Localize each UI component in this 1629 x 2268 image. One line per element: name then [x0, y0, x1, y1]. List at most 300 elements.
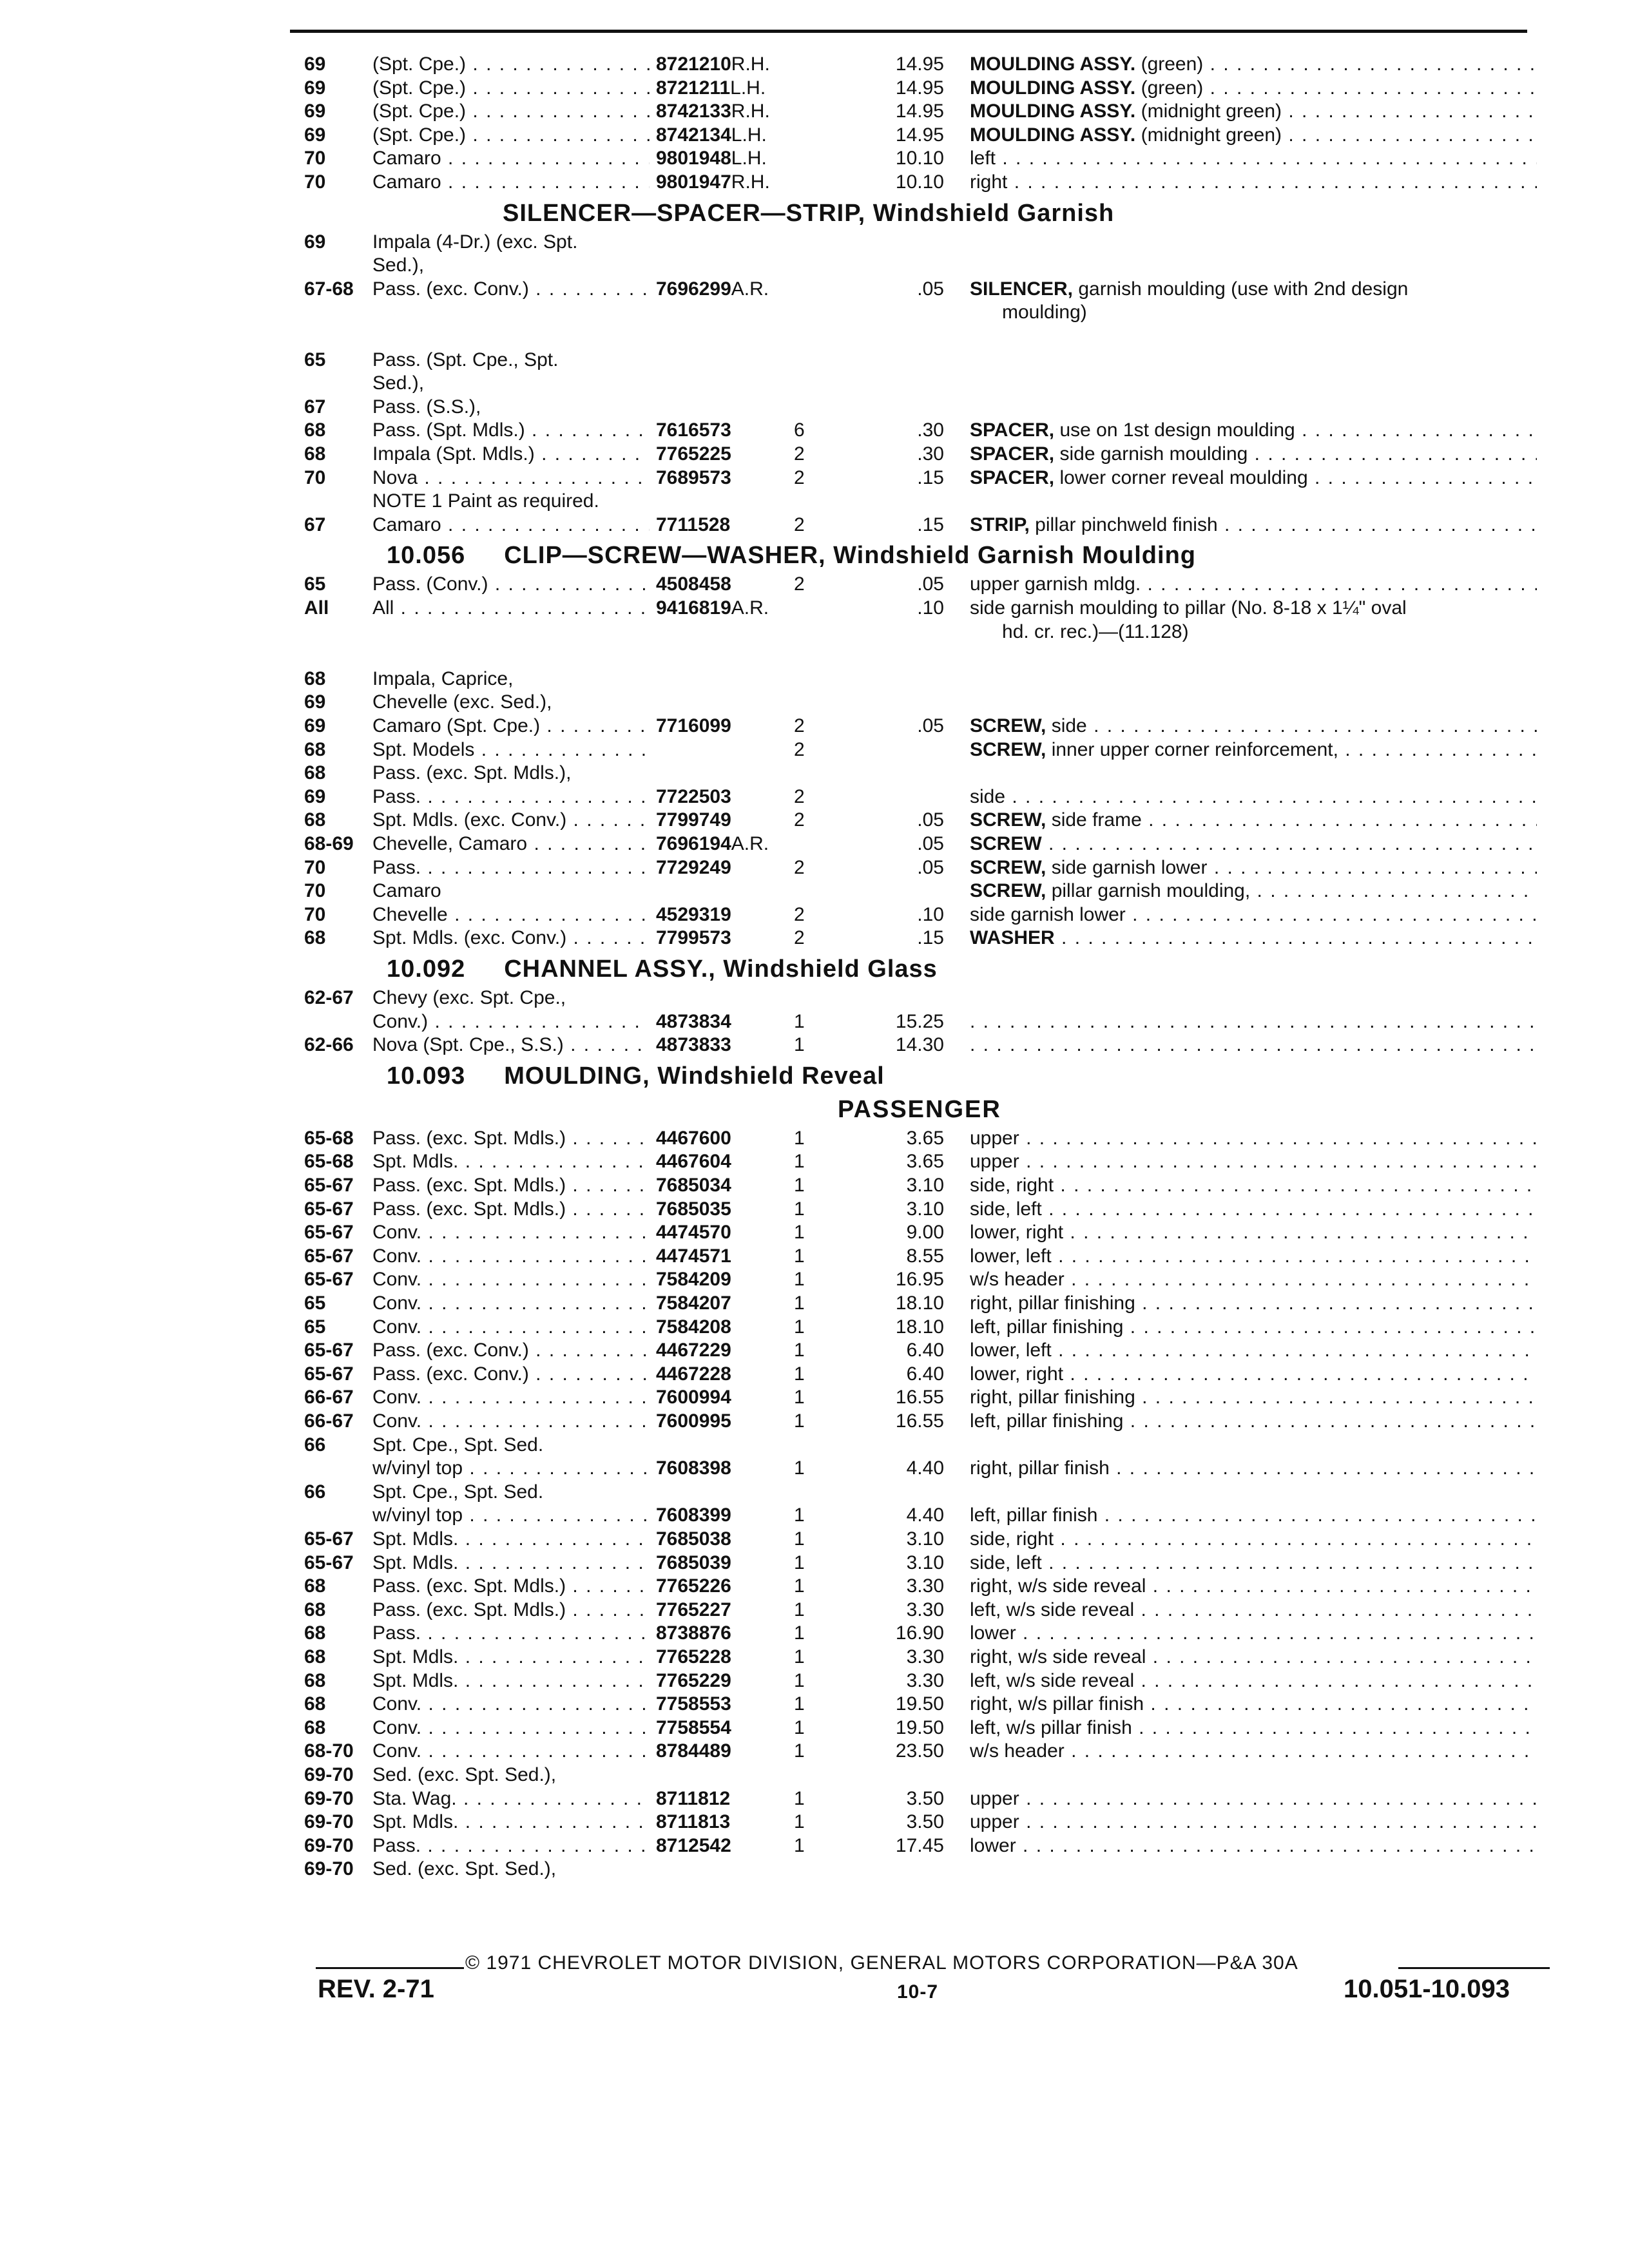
row-year: 65 [304, 1293, 326, 1314]
description-text: right [970, 171, 1008, 193]
row-application: Conv. . . . [372, 1292, 650, 1315]
table-row [0, 1504, 1629, 1527]
description-keyword: MOULDING ASSY. [970, 101, 1136, 122]
table-row [0, 1010, 1629, 1033]
row-description [970, 1221, 1537, 1244]
row-year: 68 [304, 1599, 326, 1620]
row-price: 14.95 [895, 77, 944, 99]
part-number: 7758554 [656, 1716, 731, 1738]
part-number: 7716099 [656, 715, 731, 736]
description-text: right, pillar finish [970, 1457, 1110, 1479]
row-quantity: 1 [794, 1293, 805, 1314]
row-part-number [656, 809, 731, 832]
description-text: lower [970, 1834, 1016, 1856]
part-number: 9801947 [656, 171, 731, 193]
description-keyword: MOULDING ASSY. [970, 124, 1136, 146]
description-text: w/s header [970, 1269, 1065, 1291]
table-row [0, 1858, 1629, 1881]
row-description [970, 1339, 1537, 1362]
table-row [0, 1693, 1629, 1716]
table-row [0, 573, 1629, 596]
row-part-number [656, 419, 731, 442]
part-number: 7729249 [656, 856, 731, 878]
table-row [0, 1834, 1629, 1858]
table-row [0, 1221, 1629, 1244]
row-part-number [656, 124, 767, 147]
row-quantity: 1 [794, 1834, 805, 1856]
description-text: upper [970, 1127, 1019, 1149]
row-year: 68 [304, 738, 326, 760]
row-quantity: 2 [794, 927, 805, 949]
table-row [0, 856, 1629, 879]
row-price: .15 [917, 927, 944, 949]
row-application: Pass. (exc. Spt. Mdls.) . . . [372, 1599, 650, 1622]
description-keyword: SCREW, [970, 715, 1046, 736]
row-description [970, 927, 1537, 950]
description-text: left, pillar finishing [970, 1316, 1124, 1338]
row-description [970, 1292, 1537, 1315]
table-row [0, 1528, 1629, 1551]
row-year: 65-67 [304, 1198, 354, 1220]
row-part-number [656, 1339, 731, 1362]
part-number: 7584209 [656, 1269, 731, 1291]
row-year: 68 [304, 443, 326, 465]
row-price: .05 [917, 833, 944, 854]
row-part-number [656, 1693, 731, 1716]
description-text: lower corner reveal moulding [1054, 466, 1308, 488]
row-description [970, 278, 1537, 301]
row-part-number [656, 1811, 730, 1834]
row-application: Spt. Mdls. . . . [372, 1669, 650, 1693]
description-text: hd. cr. rec.)—(11.128) [970, 620, 1189, 642]
table-row [0, 254, 1629, 277]
row-description [970, 738, 1537, 762]
row-year: 69 [304, 691, 326, 713]
part-number: 7722503 [656, 785, 731, 807]
section-subheading: PASSENGER [838, 1095, 1001, 1123]
table-row [0, 466, 1629, 490]
section-title: CLIP—SCREW—WASHER, Windshield Garnish Moulding [504, 542, 1196, 570]
row-part-number [656, 1010, 731, 1033]
row-year: 65-67 [304, 1245, 354, 1267]
description-text: use on 1st design moulding [1054, 419, 1295, 441]
table-row [0, 1740, 1629, 1763]
part-number: 7600995 [656, 1410, 731, 1432]
row-price: 3.30 [906, 1646, 944, 1667]
row-part-number [656, 147, 767, 170]
row-year: 62-67 [304, 987, 354, 1008]
row-price: 4.40 [906, 1457, 944, 1479]
footer-page-number: 10-7 [897, 1981, 939, 2003]
row-application: Pass. (Spt. Cpe., Spt. [372, 349, 559, 370]
row-year: 65-68 [304, 1127, 354, 1149]
row-price: 14.30 [895, 1034, 944, 1056]
table-row [0, 1339, 1629, 1362]
row-description [970, 1787, 1537, 1811]
description-keyword: MOULDING ASSY. [970, 53, 1136, 75]
row-description [970, 1363, 1537, 1386]
row-quantity: 1 [794, 1151, 805, 1173]
row-year: 65 [304, 573, 326, 595]
row-part-number [656, 1150, 731, 1173]
row-part-number [656, 832, 769, 856]
row-part-number [656, 278, 769, 301]
row-application: Sed.), [372, 255, 425, 276]
row-part-number [656, 927, 731, 950]
row-application: Conv. . . . [372, 1386, 650, 1409]
table-row [0, 785, 1629, 809]
row-price: 3.30 [906, 1575, 944, 1597]
row-application: Chevelle, Camaro . . . [372, 832, 650, 856]
table-row [0, 171, 1629, 194]
row-part-number [656, 466, 731, 490]
row-description [970, 301, 1537, 324]
row-quantity: 1 [794, 1552, 805, 1573]
table-row [0, 668, 1629, 691]
row-description [970, 1622, 1537, 1645]
row-application: NOTE 1 Paint as required. [372, 490, 599, 512]
row-year: 70 [304, 856, 326, 878]
row-application: Camaro . . . [372, 514, 650, 537]
row-application: Spt. Cpe., Spt. Sed. [372, 1481, 544, 1503]
row-quantity: 1 [794, 1034, 805, 1056]
description-text: moulding) [970, 302, 1087, 323]
description-keyword: SILENCER, [970, 278, 1074, 300]
section-heading [387, 1062, 885, 1090]
part-number: 7711528 [656, 514, 731, 535]
row-application: Conv. . . . [372, 1316, 650, 1339]
row-price: 18.10 [895, 1293, 944, 1314]
table-row [0, 1292, 1629, 1315]
table-row [0, 1127, 1629, 1150]
part-number: 7584208 [656, 1316, 731, 1338]
part-number: 7799749 [656, 809, 731, 831]
row-year: 66-67 [304, 1387, 354, 1408]
row-application: Pass. . . . [372, 1834, 650, 1858]
description-keyword: SPACER, [970, 443, 1055, 465]
table-row [0, 738, 1629, 762]
part-number: 4529319 [656, 903, 731, 925]
description-text: right, pillar finishing [970, 1387, 1135, 1408]
description-text: upper [970, 1151, 1019, 1173]
row-quantity: 2 [794, 809, 805, 831]
table-row [0, 715, 1629, 738]
table-row [0, 597, 1629, 620]
part-number: 8721210 [656, 53, 731, 75]
row-description [970, 419, 1537, 442]
row-application: Pass. (Conv.) . . . [372, 573, 650, 596]
row-part-number [656, 1386, 731, 1409]
row-year: 69-70 [304, 1787, 354, 1809]
row-description [970, 1716, 1537, 1740]
section-heading [387, 956, 938, 983]
table-row [0, 762, 1629, 785]
row-application: Spt. Mdls. . . . [372, 1552, 650, 1575]
part-number: 8742134 [656, 124, 731, 146]
row-quantity: 1 [794, 1222, 805, 1244]
row-year: 62-66 [304, 1034, 354, 1056]
row-application: Pass. (exc. Spt. Mdls.) . . . [372, 1575, 650, 1598]
row-application: Camaro (Spt. Cpe.) . . . [372, 715, 650, 738]
table-row [0, 1410, 1629, 1433]
table-row [0, 1787, 1629, 1811]
row-application: Impala (Spt. Mdls.) . . . [372, 443, 650, 466]
description-keyword: SCREW, [970, 738, 1046, 760]
row-part-number [656, 1552, 731, 1575]
part-suffix: A.R. [731, 278, 769, 300]
part-suffix: L.H. [731, 124, 767, 146]
row-price: 8.55 [906, 1245, 944, 1267]
row-price: .30 [917, 443, 944, 465]
description-text: left, pillar finishing [970, 1410, 1124, 1432]
row-year: 68 [304, 762, 326, 784]
row-application: Camaro . . . [372, 147, 650, 170]
description-text: right, pillar finishing [970, 1293, 1135, 1314]
row-quantity: 2 [794, 856, 805, 878]
part-number: 7608399 [656, 1504, 731, 1526]
part-number: 8712542 [656, 1834, 731, 1856]
row-part-number [656, 1740, 731, 1763]
part-number: 8738876 [656, 1622, 731, 1644]
row-quantity: 1 [794, 1693, 805, 1715]
table-row [0, 147, 1629, 170]
row-year: 65-68 [304, 1151, 354, 1173]
section-title: CHANNEL ASSY., Windshield Glass [504, 956, 938, 983]
table-row [0, 124, 1629, 147]
description-text: upper garnish mldg. [970, 573, 1141, 595]
part-number: 7765228 [656, 1646, 731, 1667]
description-text: side [970, 785, 1006, 807]
row-price: .05 [917, 856, 944, 878]
description-text: side [1046, 715, 1087, 736]
row-year: 68 [304, 419, 326, 441]
row-quantity: 1 [794, 1716, 805, 1738]
table-row [0, 325, 1629, 348]
row-application: Pass. (exc. Spt. Mdls.) . . . [372, 1174, 650, 1197]
row-quantity: 1 [794, 1127, 805, 1149]
description-text: lower, left [970, 1340, 1052, 1361]
row-part-number [656, 171, 770, 194]
part-number: 4508458 [656, 573, 731, 595]
row-price: .05 [917, 278, 944, 300]
row-year: 65-67 [304, 1528, 354, 1550]
table-row [0, 903, 1629, 927]
table-row [0, 927, 1629, 950]
row-year: 68 [304, 1669, 326, 1691]
row-application: Pass. . . . [372, 785, 650, 809]
part-number: 4467600 [656, 1127, 731, 1149]
row-quantity: 1 [794, 1599, 805, 1620]
table-row [0, 1575, 1629, 1598]
row-year: 67 [304, 514, 326, 535]
row-year: 65 [304, 349, 326, 370]
row-quantity: 1 [794, 1010, 805, 1032]
row-price: 16.90 [895, 1622, 944, 1644]
row-part-number [656, 1599, 731, 1622]
row-application: Impala, Caprice, [372, 668, 514, 689]
row-price: .10 [917, 597, 944, 619]
row-application: (Spt. Cpe.) . . . [372, 124, 650, 147]
row-description [970, 1811, 1537, 1834]
table-row [0, 1033, 1629, 1057]
row-price: 17.45 [895, 1834, 944, 1856]
row-application: Pass. (exc. Conv.) . . . [372, 1339, 650, 1362]
row-description [970, 53, 1537, 76]
part-number: 7765229 [656, 1669, 731, 1691]
table-row [0, 1198, 1629, 1221]
row-year: 66-67 [304, 1410, 354, 1432]
row-quantity: 1 [794, 1198, 805, 1220]
row-quantity: 1 [794, 1528, 805, 1550]
row-application: Sed.), [372, 372, 425, 394]
row-quantity: 1 [794, 1387, 805, 1408]
part-number: 7685034 [656, 1175, 731, 1196]
description-keyword: SPACER, [970, 419, 1055, 441]
row-year: 68-70 [304, 1740, 354, 1762]
row-application: Pass. (exc. Spt. Mdls.) . . . [372, 1198, 650, 1221]
table-row [0, 77, 1629, 100]
table-row [0, 1245, 1629, 1268]
row-year: 69-70 [304, 1811, 354, 1833]
row-year: 70 [304, 903, 326, 925]
row-price: 16.95 [895, 1269, 944, 1291]
row-price: .10 [917, 903, 944, 925]
row-description [970, 1693, 1537, 1716]
row-application: Conv. . . . [372, 1740, 650, 1763]
row-application: Spt. Cpe., Spt. Sed. [372, 1434, 544, 1456]
section-heading [503, 200, 1114, 227]
part-number: 9416819 [656, 597, 731, 619]
table-row [0, 1457, 1629, 1480]
row-price: .05 [917, 573, 944, 595]
description-text: left, w/s side reveal [970, 1669, 1135, 1691]
description-text: right, w/s side reveal [970, 1646, 1146, 1667]
row-description [970, 147, 1537, 170]
description-keyword: SCREW, [970, 880, 1046, 902]
part-suffix: L.H. [730, 77, 766, 99]
row-application: (Spt. Cpe.) . . . [372, 77, 650, 100]
description-text: right, w/s side reveal [970, 1575, 1146, 1597]
section-title: MOULDING, Windshield Reveal [504, 1062, 885, 1090]
row-description [970, 1127, 1537, 1150]
row-year: 69 [304, 124, 326, 146]
row-description [970, 809, 1537, 832]
row-price: 9.00 [906, 1222, 944, 1244]
row-application: Spt. Mdls. . . . [372, 1811, 650, 1834]
row-description [970, 171, 1537, 194]
row-price: 10.10 [895, 148, 944, 169]
footer-rule-left [316, 1967, 464, 1969]
description-text: left, w/s pillar finish [970, 1716, 1132, 1738]
row-year: 65-67 [304, 1175, 354, 1196]
table-row [0, 1622, 1629, 1645]
row-description [970, 1740, 1537, 1763]
row-year: 69-70 [304, 1858, 354, 1880]
row-price: .05 [917, 809, 944, 831]
description-text: pillar pinchweld finish [1029, 514, 1218, 535]
row-part-number [656, 100, 770, 123]
row-price: 19.50 [895, 1716, 944, 1738]
part-number: 7600994 [656, 1387, 731, 1408]
row-part-number [656, 785, 731, 809]
description-keyword: SCREW, [970, 856, 1046, 878]
row-part-number [656, 1033, 731, 1057]
row-quantity: 1 [794, 1669, 805, 1691]
row-application: Chevelle (exc. Sed.), [372, 691, 552, 713]
row-application: Spt. Models . . . [372, 738, 650, 762]
row-quantity: 1 [794, 1740, 805, 1762]
description-text: side garnish moulding [1054, 443, 1248, 465]
section-number: 10.056 [387, 542, 466, 570]
row-application: Conv. . . . [372, 1716, 650, 1740]
row-price: 19.50 [895, 1693, 944, 1715]
row-year: 67 [304, 396, 326, 418]
description-text: side garnish moulding to pillar (No. 8-18 x 1¼" oval [970, 597, 1407, 619]
row-year: 68 [304, 668, 326, 689]
row-application: Conv. . . . [372, 1693, 650, 1716]
table-row [0, 514, 1629, 537]
row-description [970, 573, 1537, 596]
row-description [970, 1504, 1537, 1527]
row-description [970, 832, 1537, 856]
description-keyword: WASHER [970, 927, 1055, 949]
row-price: .15 [917, 466, 944, 488]
row-application: Conv. . . . [372, 1221, 650, 1244]
row-year: 67-68 [304, 278, 354, 300]
row-part-number [656, 1410, 731, 1433]
description-text: (green) [1135, 77, 1204, 99]
row-application: Conv. . . . [372, 1245, 650, 1268]
row-description [970, 1386, 1537, 1409]
row-year: 69 [304, 101, 326, 122]
row-application: w/vinyl top . . . [372, 1457, 650, 1480]
row-part-number [656, 597, 769, 620]
description-keyword: SCREW [970, 833, 1042, 854]
row-quantity: 2 [794, 903, 805, 925]
row-part-number [656, 1316, 731, 1339]
row-part-number [656, 1198, 731, 1221]
row-year: 65-67 [304, 1552, 354, 1573]
description-text: garnish moulding (use with 2nd design [1073, 278, 1409, 300]
table-row [0, 231, 1629, 254]
part-suffix: R.H. [731, 171, 770, 193]
row-application: Spt. Mdls. . . . [372, 1150, 650, 1173]
part-number: 4474570 [656, 1222, 731, 1244]
row-part-number [656, 514, 730, 537]
table-row [0, 278, 1629, 301]
part-suffix: A.R. [731, 833, 769, 854]
description-text: (green) [1135, 53, 1204, 75]
row-application: Spt. Mdls. (exc. Conv.) . . . [372, 927, 650, 950]
row-price: 3.10 [906, 1552, 944, 1573]
table-row [0, 1316, 1629, 1339]
table-row [0, 1268, 1629, 1291]
row-quantity: 2 [794, 466, 805, 488]
row-year: 69 [304, 231, 326, 253]
row-quantity: 1 [794, 1410, 805, 1432]
description-text: pillar garnish moulding, [1046, 880, 1251, 902]
row-quantity: 2 [794, 573, 805, 595]
description-text: inner upper corner reinforcement, [1046, 738, 1338, 760]
footer-copyright: © 1971 CHEVROLET MOTOR DIVISION, GENERAL MOTORS CORPORATION—P&A 30A [465, 1952, 1298, 1974]
row-part-number [656, 1622, 731, 1645]
row-quantity: 1 [794, 1175, 805, 1196]
table-row [0, 1174, 1629, 1197]
description-keyword: SCREW, [970, 809, 1046, 831]
row-quantity: 2 [794, 514, 805, 535]
row-description [970, 77, 1537, 100]
part-number: 7765226 [656, 1575, 731, 1597]
